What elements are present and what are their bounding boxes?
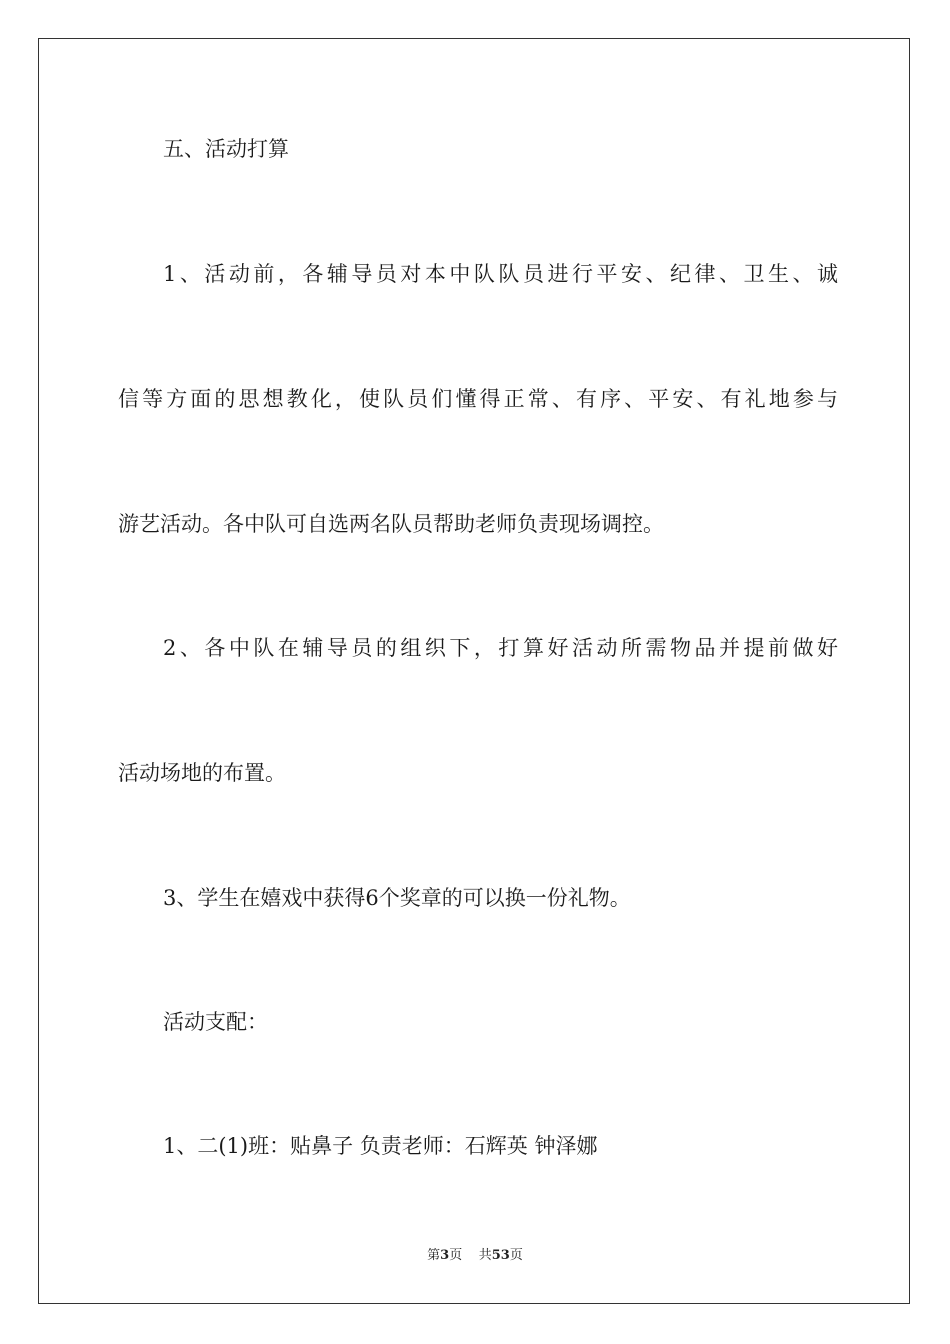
page-border <box>38 38 910 1304</box>
paragraph-line: 活动支配： <box>163 1010 268 1034</box>
page-label-prefix: 第 <box>427 1248 441 1263</box>
paragraph-line: 3、学生在嬉戏中获得6个奖章的可以换一份礼物。 <box>163 886 631 910</box>
paragraph-line: 2、各中队在辅导员的组织下，打算好活动所需物品并提前做好 <box>163 636 838 660</box>
paragraph-line: 1、活动前，各辅导员对本中队队员进行平安、纪律、卫生、诚 <box>163 262 838 286</box>
paragraph-line: 游艺活动。各中队可自选两名队员帮助老师负责现场调控。 <box>118 512 664 536</box>
page-label-suffix: 页 <box>449 1248 463 1263</box>
page-number: 3 <box>440 1248 450 1263</box>
paragraph-line: 1、二(1)班：贴鼻子 负责老师：石辉英 钟泽娜 <box>163 1134 598 1158</box>
section-heading: 五、活动打算 <box>163 137 289 161</box>
paragraph-line: 活动场地的布置。 <box>118 761 286 785</box>
total-pages-suffix: 页 <box>509 1248 523 1263</box>
paragraph-line: 信等方面的思想教化，使队员们懂得正常、有序、平安、有礼地参与 <box>118 387 838 411</box>
total-pages: 53 <box>491 1248 510 1263</box>
page-footer <box>0 1247 950 1265</box>
total-pages-prefix: 共 <box>478 1248 492 1263</box>
